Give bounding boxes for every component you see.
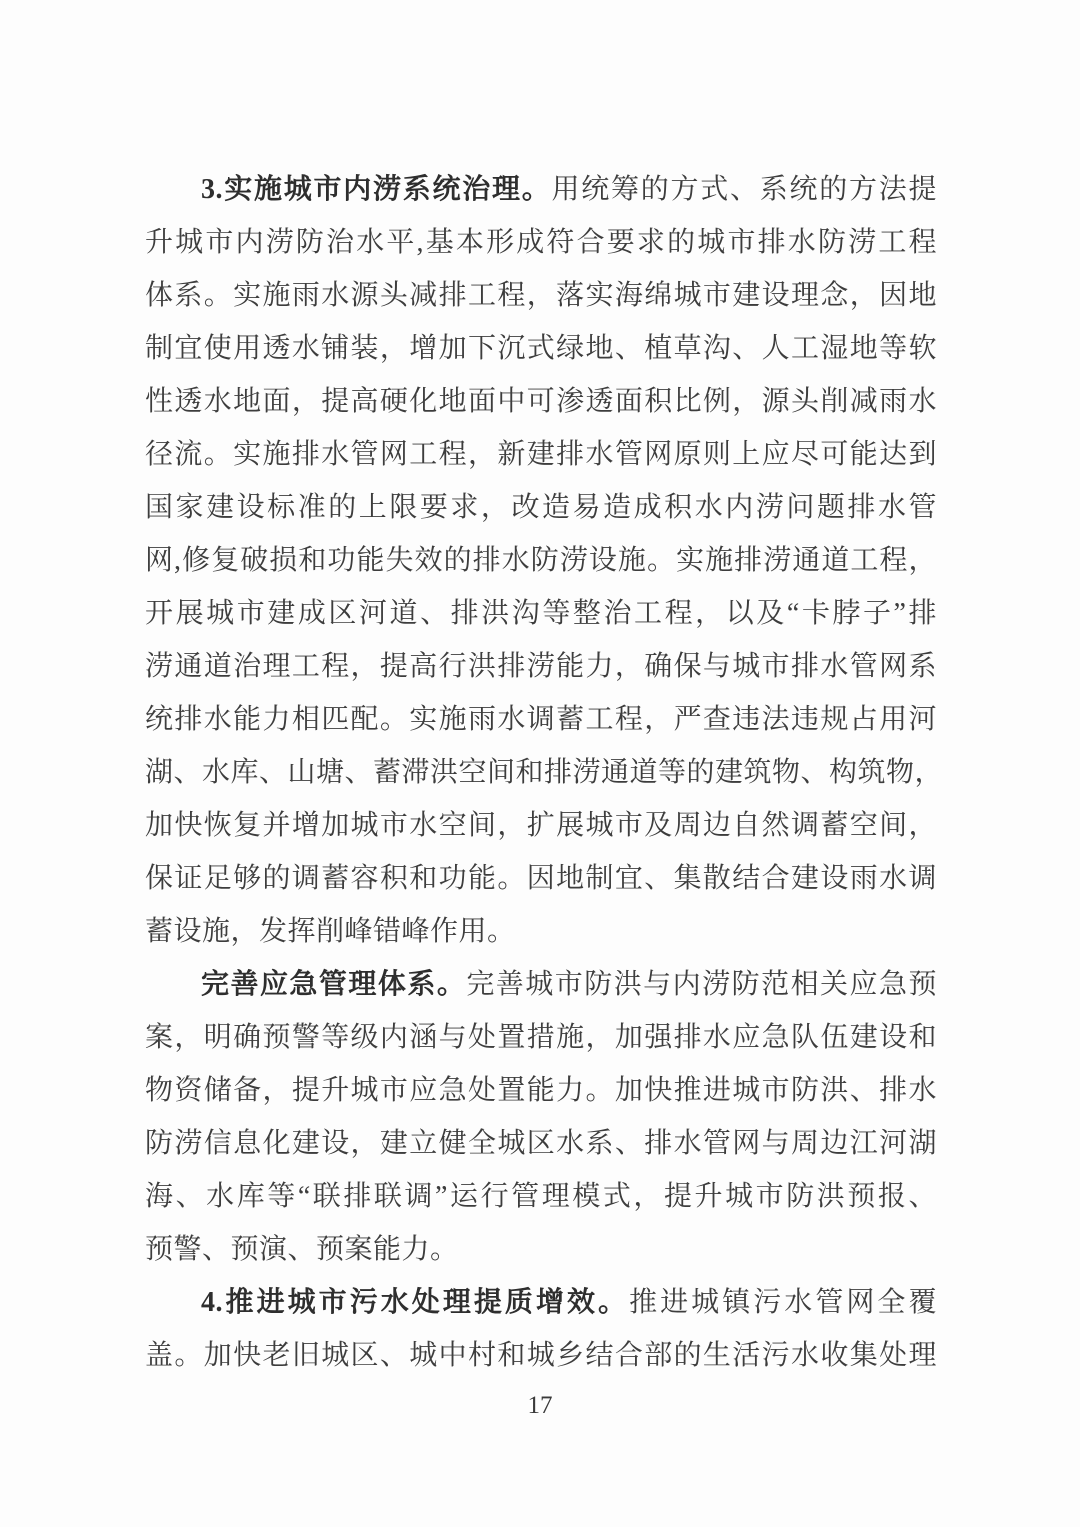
paragraph-text: 加快恢复并增加城市水空间，扩展城市及周边自然调蓄空间，: [145, 810, 937, 841]
paragraph-text: 升城市内涝防治水平,基本形成符合要求的城市排水防涝工程: [145, 227, 937, 258]
paragraph-lead-text: 4.推进城市污水处理提质增效。: [201, 1287, 630, 1318]
text-line: [145, 534, 937, 587]
text-line: [145, 958, 937, 1011]
paragraph-text: 湖、水库、山塘、蓄滞洪空间和排涝通道等的建筑物、构筑物，: [145, 757, 944, 788]
text-line: [145, 481, 937, 534]
text-line: [145, 428, 937, 481]
paragraph-text: 径流。实施排水管网工程，新建排水管网原则上应尽可能达到: [145, 439, 937, 470]
text-line: [145, 640, 937, 693]
paragraph-text: 制宜使用透水铺装，增加下沉式绿地、植草沟、人工湿地等软: [145, 333, 937, 364]
paragraph-text: 盖。加快老旧城区、城中村和城乡结合部的生活污水收集处理: [145, 1340, 937, 1371]
paragraph-text: 案，明确预警等级内涵与处置措施，加强排水应急队伍建设和: [145, 1022, 937, 1053]
paragraph-text: 防涝信息化建设，建立健全城区水系、排水管网与周边江河湖: [145, 1128, 937, 1159]
paragraph-text: 蓄设施，发挥削峰错峰作用。: [145, 916, 516, 947]
paragraph-text: 完善城市防洪与内涝防范相关应急预: [466, 969, 937, 1000]
text-line: [145, 1276, 937, 1329]
paragraph-text: 推进城镇污水管网全覆: [629, 1287, 937, 1318]
text-line: [145, 905, 937, 958]
text-line: [145, 1223, 937, 1276]
text-line: [145, 1329, 937, 1382]
text-line: [145, 1064, 937, 1117]
paragraph-text: 涝通道治理工程，提高行洪排涝能力，确保与城市排水管网系: [145, 651, 937, 682]
paragraph-text: 开展城市建成区河道、排洪沟等整治工程，以及“卡脖子”排: [145, 598, 937, 629]
text-line: [145, 322, 937, 375]
text-line: [145, 799, 937, 852]
text-line: [145, 1011, 937, 1064]
page-number: 17: [527, 1392, 553, 1419]
paragraph-text: 国家建设标准的上限要求，改造易造成积水内涝问题排水管: [145, 492, 937, 523]
paragraph-text: 预警、预演、预案能力。: [145, 1234, 459, 1265]
text-line: [145, 1170, 937, 1223]
paragraph-text: 海、水库等“联排联调”运行管理模式，提升城市防洪预报、: [145, 1181, 937, 1212]
text-line: [145, 746, 944, 799]
text-line: [145, 375, 937, 428]
paragraph-text: 用统筹的方式、系统的方法提: [551, 174, 937, 205]
paragraph-lead-text: 完善应急管理体系。: [201, 969, 467, 1000]
paragraph-text: 保证足够的调蓄容积和功能。因地制宜、集散结合建设雨水调: [145, 863, 937, 894]
text-line: [145, 852, 937, 905]
paragraph-text: 统排水能力相匹配。实施雨水调蓄工程，严查违法违规占用河: [145, 704, 937, 735]
paragraph-text: 体系。实施雨水源头减排工程，落实海绵城市建设理念，因地: [145, 280, 937, 311]
text-line: [145, 163, 937, 216]
text-line: [145, 1117, 937, 1170]
paragraph-lead-text: 3.实施城市内涝系统治理。: [201, 174, 552, 205]
text-line: [145, 587, 937, 640]
document-body: [145, 163, 944, 1382]
text-line: [145, 269, 937, 322]
paragraph-text: 物资储备，提升城市应急处置能力。加快推进城市防洪、排水: [145, 1075, 937, 1106]
paragraph-text: 性透水地面，提高硬化地面中可渗透面积比例，源头削减雨水: [145, 386, 937, 417]
paragraph-text: 网,修复破损和功能失效的排水防涝设施。实施排涝通道工程，: [145, 545, 937, 576]
text-line: [145, 693, 937, 746]
text-line: [145, 216, 937, 269]
